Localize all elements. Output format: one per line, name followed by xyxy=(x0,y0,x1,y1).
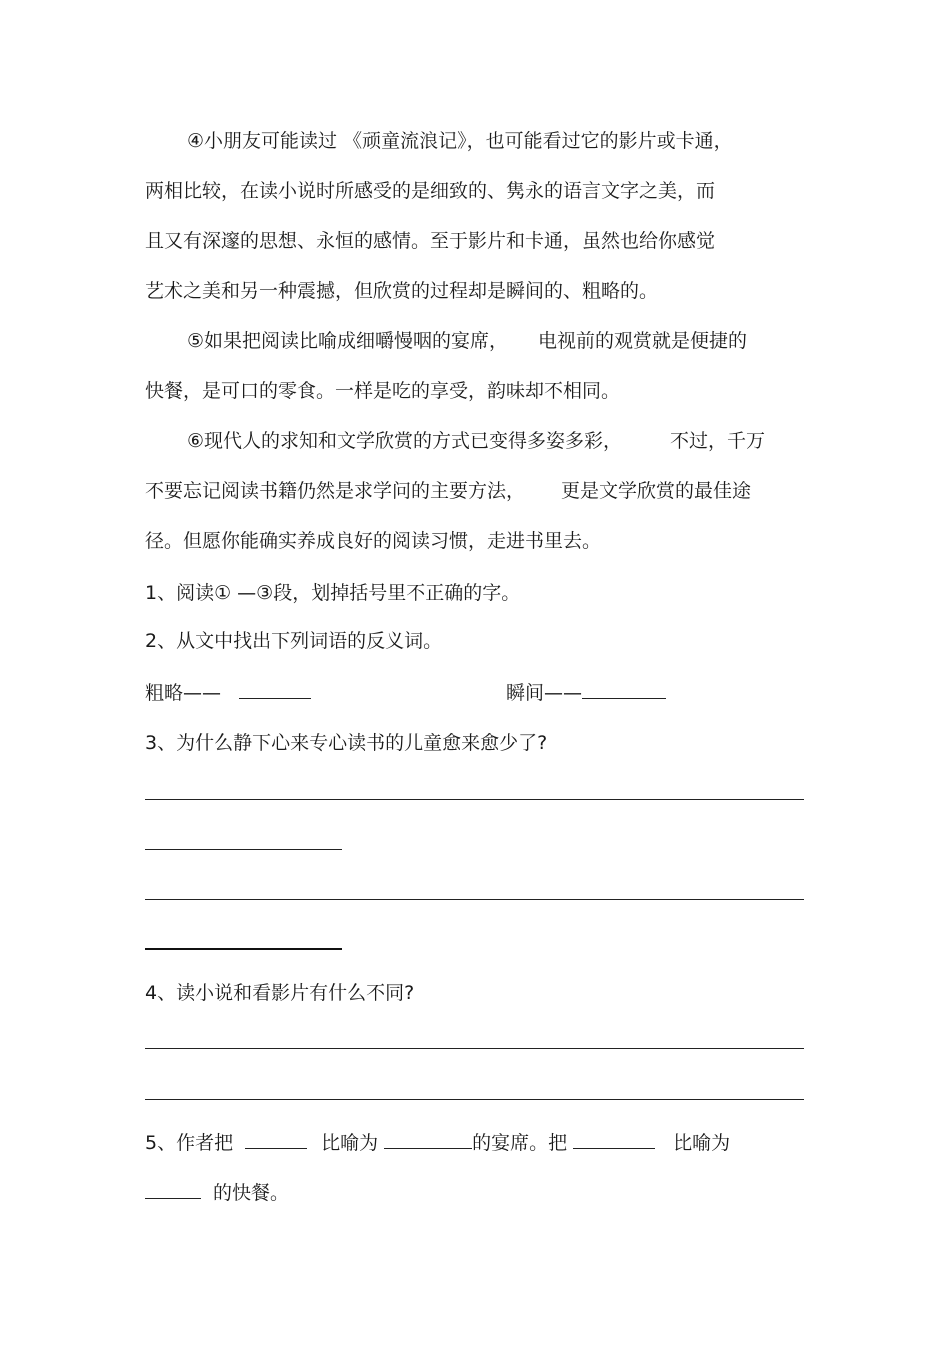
q5-part-d: 比喻为 xyxy=(673,1132,731,1154)
q5-part-b: 比喻为 xyxy=(321,1132,379,1154)
passage-p6-line-2a: 不要忘记阅读书籍仍然是求学问的主要方法， xyxy=(145,480,526,502)
q2-blank-2[interactable] xyxy=(582,678,666,699)
q5-blank-4[interactable] xyxy=(145,1178,201,1199)
question-2: 2、从文中找出下列词语的反义词。 xyxy=(145,630,443,652)
q5-part-a: 5、作者把 xyxy=(145,1132,234,1154)
passage-p6-line-2 xyxy=(145,478,751,504)
passage-p6-line-1b: 不过，千万 xyxy=(670,430,766,452)
question-3: 3、为什么静下心来专心读书的儿童愈来愈少了? xyxy=(145,732,548,754)
q5-part-c: 的宴席。把 xyxy=(472,1132,568,1154)
passage-p6-line-3: 径。但愿你能确实养成良好的阅读习惯，走进书里去。 xyxy=(145,530,602,552)
passage-p5-line-1a: ⑤如果把阅读比喻成细嚼慢咽的宴席， xyxy=(187,330,509,352)
q5-blank-3[interactable] xyxy=(573,1128,655,1149)
q2-blank-1[interactable] xyxy=(239,678,311,699)
q3-answer-line-2[interactable] xyxy=(145,849,342,850)
question-2-answers-b xyxy=(506,678,666,706)
passage-p5-line-1b: 电视前的观赏就是便捷的 xyxy=(538,330,748,352)
question-5-line-1 xyxy=(145,1128,730,1156)
q3-answer-line-1[interactable] xyxy=(145,799,804,800)
passage-p4-line-3: 且又有深邃的思想、永恒的感情。至于影片和卡通，虽然也给你感觉 xyxy=(145,230,716,252)
q3-answer-line-3[interactable] xyxy=(145,899,804,900)
question-1: 1、阅读① —③段，划掉括号里不正确的字。 xyxy=(145,582,521,604)
question-4: 4、读小说和看影片有什么不同? xyxy=(145,982,415,1004)
passage-p6-line-2b: 更是文学欣赏的最佳途 xyxy=(561,480,752,502)
question-2-answers xyxy=(145,678,311,706)
passage-p5-line-2: 快餐，是可口的零食。一样是吃的享受，韵味却不相同。 xyxy=(145,380,621,402)
passage-p5-line-1 xyxy=(187,328,747,354)
passage-p4-line-4: 艺术之美和另一种震撼，但欣赏的过程却是瞬间的、粗略的。 xyxy=(145,280,659,302)
passage-p4-line-1: ④小朋友可能读过 《顽童流浪记》，也可能看过它的影片或卡通， xyxy=(187,130,733,152)
q5-blank-2[interactable] xyxy=(384,1128,472,1149)
q2-word-1: 粗略—— xyxy=(145,682,222,704)
question-5-line-2 xyxy=(145,1178,289,1206)
q5-part-e: 的快餐。 xyxy=(213,1182,290,1204)
passage-p4-line-2: 两相比较，在读小说时所感受的是细致的、隽永的语言文字之美，而 xyxy=(145,180,716,202)
passage-p6-line-1a: ⑥现代人的求知和文学欣赏的方式已变得多姿多彩， xyxy=(187,430,623,452)
q2-word-2: 瞬间—— xyxy=(506,682,583,704)
q3-answer-line-4[interactable] xyxy=(145,948,342,950)
q4-answer-line-2[interactable] xyxy=(145,1099,804,1100)
q4-answer-line-1[interactable] xyxy=(145,1048,804,1049)
passage-p6-line-1 xyxy=(187,428,765,454)
q5-blank-1[interactable] xyxy=(245,1128,307,1149)
